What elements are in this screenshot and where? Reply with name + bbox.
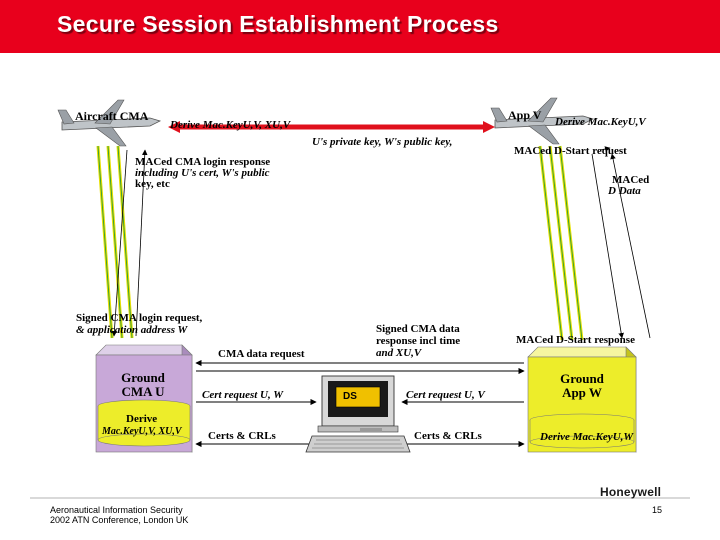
- maced-login-response-2: including U's cert, W's public: [135, 167, 270, 179]
- derive-ground-app-label: Derive Mac.KeyU,W: [540, 431, 634, 443]
- maced-dstart-request-label: MACed D-Start request: [514, 145, 627, 157]
- derive-ground-cma-2: Mac.KeyU,V, XU,V: [102, 426, 182, 437]
- app-v-label: App V: [508, 108, 542, 122]
- maced-login-response-1: MACed CMA login response: [135, 156, 271, 168]
- signed-data-response-2: response incl time: [376, 335, 461, 347]
- maced-data-label-2: D Data: [608, 185, 641, 197]
- signed-login-request-2: & application address W: [76, 324, 188, 336]
- aircraft-icon: [58, 100, 160, 146]
- derive-ground-cma-1: Derive: [126, 413, 158, 425]
- footer-line-2: 2002 ATN Conference, London UK: [50, 515, 189, 525]
- signed-data-response-3: and XU,V: [376, 347, 422, 359]
- certs-crls-right-label: Certs & CRLs: [414, 430, 482, 442]
- cert-request-left-label: Cert request U, W: [202, 389, 284, 401]
- maced-dstart-response-label: MACed D-Start response: [516, 334, 635, 346]
- derive-app-v-label: Derive Mac.KeyU,V: [555, 116, 646, 128]
- signed-data-response-1: Signed CMA data: [376, 323, 460, 335]
- maced-login-response-3: key, etc: [135, 178, 170, 190]
- certs-crls-left-label: Certs & CRLs: [208, 430, 276, 442]
- footer-line-1: Aeronautical Information Security: [50, 505, 183, 515]
- cert-request-right-label: Cert request U, V: [406, 389, 485, 401]
- honeywell-logo: Honeywell: [600, 485, 662, 499]
- maced-data-label-1: MACed: [612, 174, 650, 186]
- signed-login-request-1: Signed CMA login request,: [76, 312, 203, 324]
- aircraft-cma-label: Aircraft CMA: [75, 109, 149, 123]
- page-title: Secure Session Establishment Process: [57, 11, 499, 37]
- derive-aircraft-label: Derive Mac.KeyU,V, XU,V: [170, 119, 291, 131]
- keys-label: U's private key, W's public key,: [312, 136, 453, 148]
- ground-cma-title-2: CMA U: [121, 384, 165, 399]
- cma-data-request-label: CMA data request: [218, 348, 305, 360]
- computer-icon: [306, 376, 410, 452]
- ground-app-title-2: App W: [562, 385, 602, 400]
- ds-label: DS: [343, 391, 357, 402]
- ground-app-title-1: Ground: [560, 371, 604, 386]
- ground-cma-title-1: Ground: [121, 370, 165, 385]
- page-number: 15: [652, 505, 663, 515]
